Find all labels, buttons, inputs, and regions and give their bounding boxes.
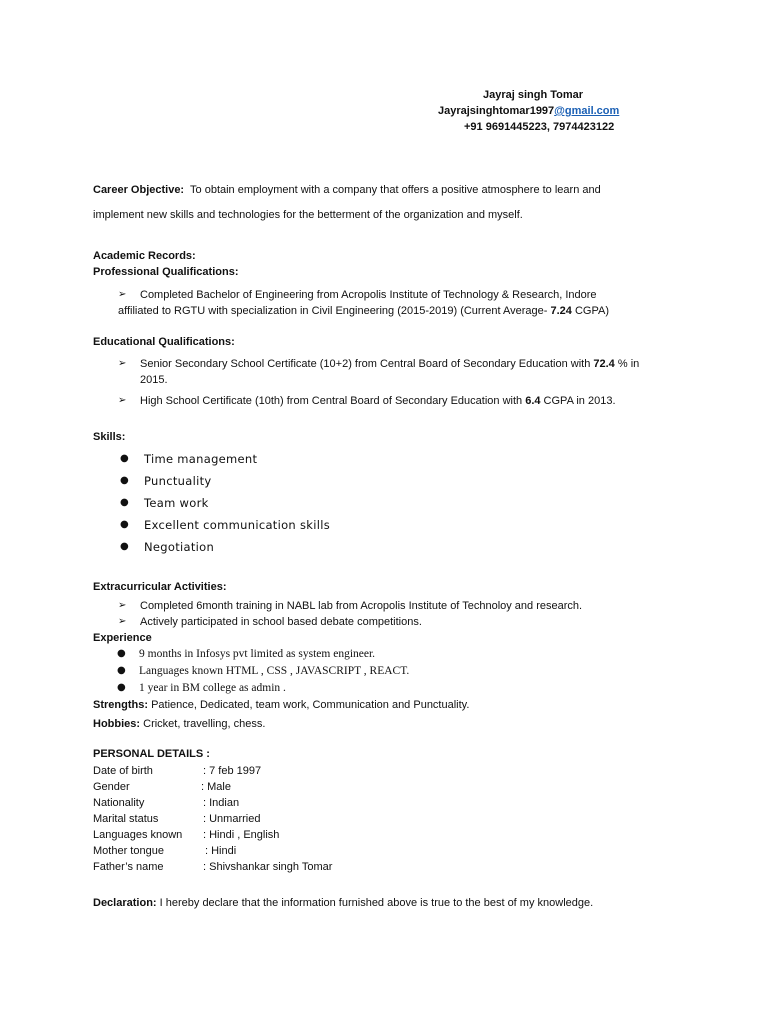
email-user: Jayrajsinghtomar1997 [438, 105, 555, 117]
strengths-text: Patience, Dedicated, team work, Communication and Punctuality. [151, 699, 470, 711]
hobbies-line [93, 717, 265, 731]
phone-numbers: +91 9691445223, 7974423122 [464, 121, 615, 133]
edu1-suffix: % in [614, 358, 640, 370]
personal-value: : Hindi [205, 845, 237, 857]
personal-details-heading: PERSONAL DETAILS : [93, 748, 210, 760]
email-link[interactable]: @gmail.com [554, 105, 620, 117]
declaration-line [93, 896, 593, 910]
personal-label: Nationality [93, 797, 145, 809]
edu1-percentage: 72.4 [593, 358, 615, 370]
edu2-cgpa: 6.4 [525, 395, 541, 407]
arrow-bullet-icon: ➢ [118, 289, 127, 300]
experience-heading: Experience [93, 632, 152, 644]
academic-records-heading: Academic Records: [93, 250, 196, 262]
bullet-dot-icon: ● [120, 541, 129, 552]
arrow-bullet-icon: ➢ [118, 358, 127, 369]
prof-cgpa-value: 7.24 [550, 305, 572, 317]
personal-label: Marital status [93, 813, 159, 825]
career-objective-line1 [93, 183, 601, 197]
skill-item: Time management [144, 452, 258, 466]
bullet-dot-icon: ● [117, 682, 126, 693]
declaration-text: I hereby declare that the information furnished above is true to the best of my knowledge. [159, 897, 594, 909]
extracurricular-heading: Extracurricular Activities: [93, 581, 227, 593]
skill-item: Team work [144, 496, 209, 510]
personal-value: : Shivshankar singh Tomar [203, 861, 333, 873]
personal-value: : Indian [203, 797, 240, 809]
edu1-text: Senior Secondary School Certificate (10+2) from Central Board of Secondary Education with [140, 358, 594, 370]
personal-label: Date of birth [93, 765, 153, 777]
edu2-text: High School Certificate (10th) from Central Board of Secondary Education with [140, 395, 526, 407]
arrow-bullet-icon: ➢ [118, 600, 127, 611]
career-objective-text1: To obtain employment with a company that offers a positive atmosphere to learn and [190, 184, 601, 196]
candidate-name: Jayraj singh Tomar [483, 89, 584, 101]
hobbies-text: Cricket, travelling, chess. [143, 718, 266, 730]
bullet-dot-icon: ● [117, 648, 126, 659]
extracurricular-item: Actively participated in school based debate competitions. [140, 616, 422, 628]
declaration-label: Declaration: [93, 897, 157, 909]
experience-item: Languages known HTML , CSS , JAVASCRIPT , REACT. [139, 665, 410, 677]
arrow-bullet-icon: ➢ [118, 616, 127, 627]
professional-qualification-line1: Completed Bachelor of Engineering from Acropolis Institute of Technology & Research, Indore [140, 289, 597, 301]
educational-qualifications-heading: Educational Qualifications: [93, 336, 235, 348]
bullet-dot-icon: ● [120, 475, 129, 486]
skill-item: Punctuality [144, 474, 212, 488]
bullet-dot-icon: ● [120, 453, 129, 464]
hobbies-label: Hobbies: [93, 718, 141, 730]
education-item-1 [140, 357, 639, 371]
professional-qualifications-heading: Professional Qualifications: [93, 266, 239, 278]
prof-line2-text: affiliated to RGTU with specialization in Civil Engineering (2015-2019) (Current Average- [118, 305, 551, 317]
strengths-line [93, 698, 469, 712]
email [438, 104, 619, 118]
skills-heading: Skills: [93, 431, 126, 443]
extracurricular-item: Completed 6month training in NABL lab from Acropolis Institute of Technoloy and research. [140, 600, 583, 612]
personal-label: Mother tongue [93, 845, 164, 857]
skill-item: Excellent communication skills [144, 518, 331, 532]
personal-value: : 7 feb 1997 [203, 765, 262, 777]
career-objective-label: Career Objective: [93, 184, 185, 196]
professional-qualification-line2 [118, 304, 609, 318]
experience-item: 1 year in BM college as admin . [139, 682, 286, 694]
edu2-suffix: CGPA in 2013. [540, 395, 616, 407]
personal-label: Languages known [93, 829, 183, 841]
experience-item: 9 months in Infosys pvt limited as system engineer. [139, 648, 376, 660]
arrow-bullet-icon: ➢ [118, 395, 127, 406]
personal-value: : Male [201, 781, 231, 793]
bullet-dot-icon: ● [120, 497, 129, 508]
skill-item: Negotiation [144, 540, 215, 554]
personal-label: Father’s name [93, 861, 164, 873]
bullet-dot-icon: ● [120, 519, 129, 530]
personal-value: : Hindi , English [203, 829, 280, 841]
strengths-label: Strengths: [93, 699, 148, 711]
education-item-2 [140, 394, 616, 408]
prof-line2-suffix: CGPA) [571, 305, 609, 317]
career-objective-line2: implement new skills and technologies for the betterment of the organization and myself. [93, 209, 523, 221]
education-item-1-year: 2015. [140, 374, 168, 386]
personal-value: : Unmarried [203, 813, 261, 825]
bullet-dot-icon: ● [117, 665, 126, 676]
personal-label: Gender [93, 781, 130, 793]
